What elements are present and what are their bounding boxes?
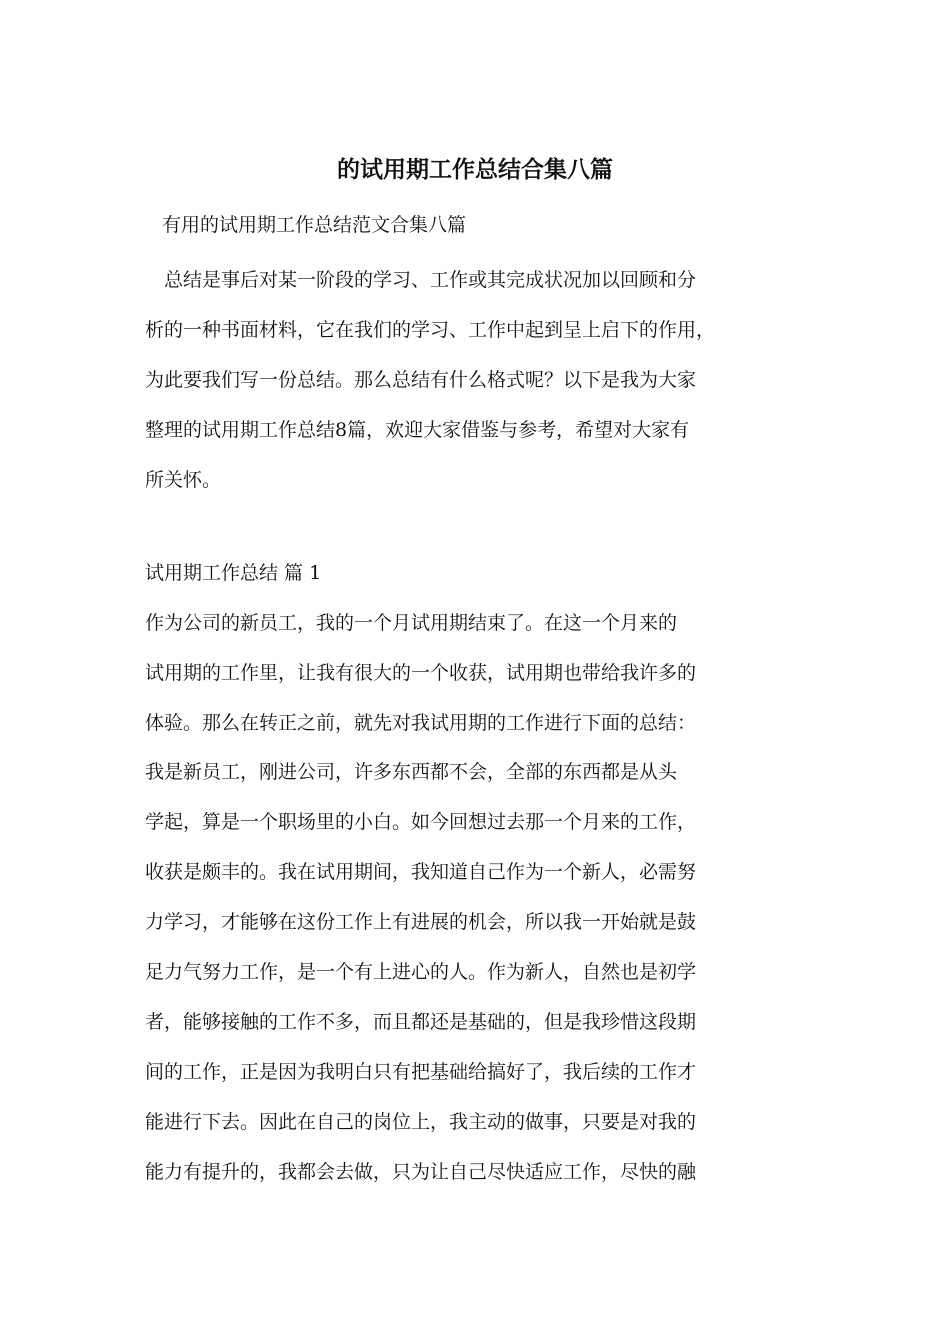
intro-line: 整理的试用期工作总结8篇，欢迎大家借鉴与参考，希望对大家有 [145, 419, 690, 441]
paragraph-line: 间的工作，正是因为我明白只有把基础给搞好了，我后续的工作才 [145, 1061, 697, 1083]
intro-line: 所关怀。 [145, 469, 222, 491]
intro-line: 总结是事后对某一阶段的学习、工作或其完成状况加以回顾和分 [145, 269, 697, 291]
body-paragraph-1 [145, 598, 815, 748]
paragraph-line: 试用期的工作里，让我有很大的一个收获，试用期也带给我许多的 [145, 662, 697, 684]
paragraph-line: 足力气努力工作，是一个有上进心的人。作为新人，自然也是初学 [145, 961, 697, 983]
document-subtitle: 有用的试用期工作总结范文合集八篇 [162, 214, 467, 236]
document-title: 的试用期工作总结合集八篇 [337, 156, 613, 183]
section-heading: 试用期工作总结 篇 1 [145, 562, 322, 584]
paragraph-line: 能进行下去。因此在自己的岗位上，我主动的做事，只要是对我的 [145, 1111, 697, 1133]
paragraph-line: 收获是颇丰的。我在试用期间，我知道自己作为一个新人，必需努 [145, 861, 697, 883]
paragraph-line: 能力有提升的，我都会去做，只为让自己尽快适应工作，尽快的融 [145, 1161, 697, 1183]
paragraph-line: 力学习，才能够在这份工作上有进展的机会，所以我一开始就是鼓 [145, 911, 697, 933]
body-paragraph-2 [145, 747, 815, 1197]
intro-line: 为此要我们写一份总结。那么总结有什么格式呢？以下是我为大家 [145, 369, 697, 391]
intro-line: 析的一种书面材料，它在我们的学习、工作中起到呈上启下的作用， [145, 319, 716, 341]
paragraph-line: 作为公司的新员工，我的一个月试用期结束了。在这一个月来的 [145, 612, 678, 634]
intro-paragraph [145, 255, 815, 505]
paragraph-line: 我是新员工，刚进公司，许多东西都不会，全部的东西都是从头 [145, 761, 678, 783]
paragraph-line: 体验。那么在转正之前，就先对我试用期的工作进行下面的总结： [145, 712, 697, 734]
paragraph-line: 学起，算是一个职场里的小白。如今回想过去那一个月来的工作， [145, 811, 697, 833]
paragraph-line: 者，能够接触的工作不多，而且都还是基础的，但是我珍惜这段期 [145, 1011, 697, 1033]
